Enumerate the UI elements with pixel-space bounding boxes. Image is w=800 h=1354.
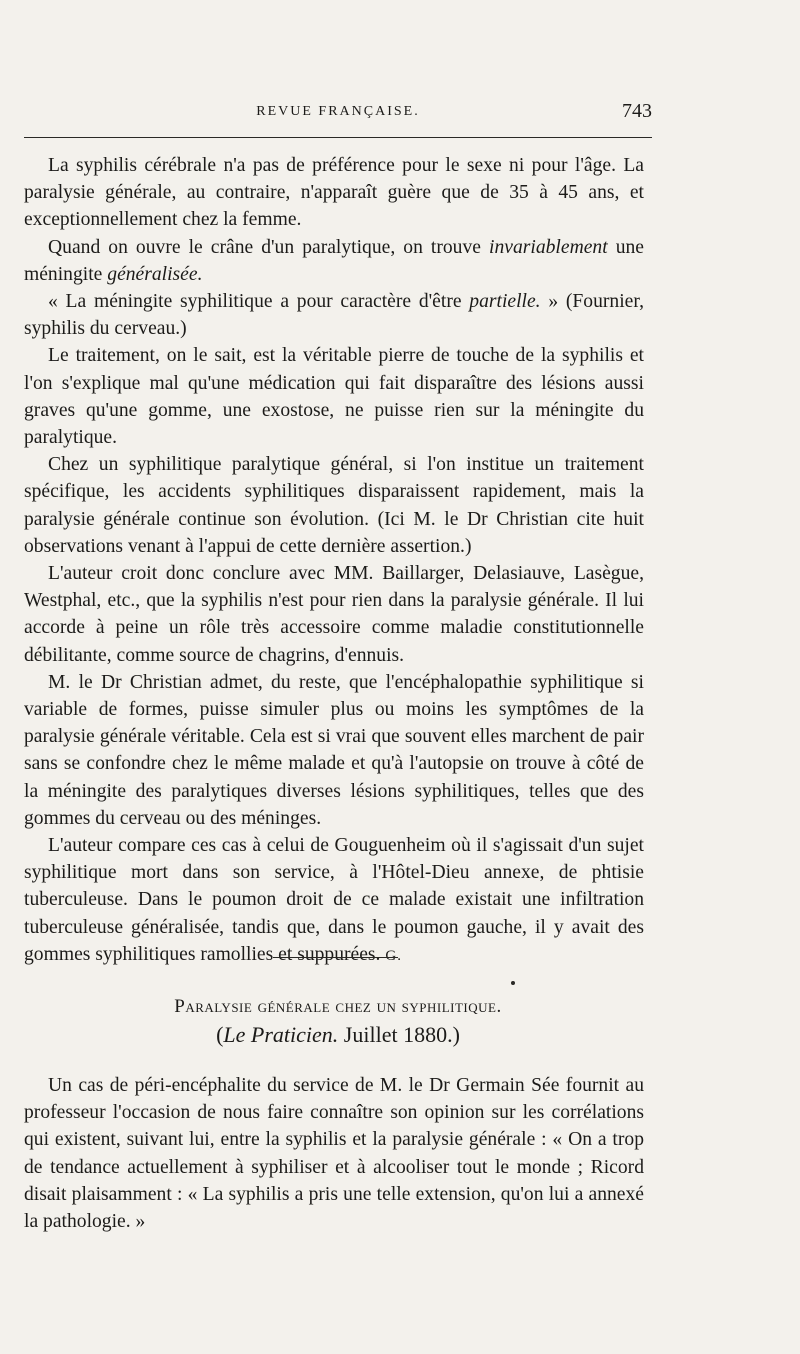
paragraph: Un cas de péri-encéphalite du service de M. le Dr Germain Sée fournit au professeur l'occasion de nous faire connaître son opinion sur les corrélations qui existent, suivant lui, entre la syphilis et la paralysie générale : « On a trop de tendance actuellement à syphiliser et à alcooliser tout le monde ; Ricord disait plaisamment : « La syphilis a pris une telle extension, qu'on lui a annexé la pathologie. » <box>24 1075 644 1233</box>
source-journal: Le Praticien. <box>223 1022 339 1047</box>
paragraph <box>24 288 644 342</box>
text-run: » (Fournier, syphilis du cerveau.) <box>24 291 644 340</box>
section-source <box>24 1022 652 1048</box>
article-body <box>24 152 644 970</box>
page-number: 743 <box>622 100 652 122</box>
paragraph: Le traitement, on le sait, est la véritable pierre de touche de la syphilis et l'on s'explique mal qu'une médication qui fait disparaître des lésions aussi graves qu'une gomme, une exostose, ne puisse rien sur la méningite du paralytique. <box>24 345 644 449</box>
author-signature: G. <box>385 947 402 964</box>
paragraph: L'auteur croit donc conclure avec MM. Baillarger, Delasiauve, Lasègue, Westphal, etc., que la syphilis n'est pour rien dans la paralysie générale. Il lui accorde à peine un rôle très accessoire comme maladie constitutionnelle débilitante, comme source de chagrins, d'ennuis. <box>24 563 644 666</box>
running-title: REVUE FRANÇAISE. <box>256 104 420 119</box>
section-title: Paralysie générale chez un syphilitique. <box>174 996 502 1017</box>
paragraph: Chez un syphilitique paralytique général, si l'on institue un traitement spécifique, les accidents syphilitiques disparaissent rapidement, mais la paralysie générale continue son évolution. (Ici M. le Dr Christian cite huit observations venant à l'appui de cette dernière assertion.) <box>24 454 644 557</box>
paragraph <box>24 234 644 288</box>
paragraph: M. le Dr Christian admet, du reste, que l'encéphalopathie syphilitique si variable de formes, puisse simuler plus ou moins les symptômes de la paralysie générale véritable. Cela est si vrai que souvent elles marchent de pair sans se confondre chez le même malade et qu'à l'autopsie on trouve à côté de la méningite des paralytiques diverses lésions syphilitiques, telles que des gommes du cerveau ou des méninges. <box>24 671 644 829</box>
emphasis: partielle. <box>469 291 541 313</box>
paragraph: La syphilis cérébrale n'a pas de préférence pour le sexe ni pour l'âge. La paralysie générale, au contraire, n'apparaît guère que de 35 à 45 ans, et exceptionnellement chez la femme. <box>24 155 644 231</box>
paragraph <box>24 832 644 970</box>
text-run: Quand on ouvre le crâne d'un paralytique, on trouve <box>48 236 490 258</box>
header-rule <box>24 137 652 138</box>
section-body <box>24 1072 644 1235</box>
emphasis: généralisée. <box>107 263 203 285</box>
text-run: « La méningite syphilitique a pour caractère d'être <box>48 291 470 313</box>
section-divider <box>273 957 398 958</box>
text-run: L'auteur compare ces cas à celui de Gouguenheim où il s'agissait d'un sujet syphilitique mort dans son service, à l'Hôtel-Dieu annexe, de phtisie tuberculeuse. Dans le poumon droit de ce malade existait une infiltration tuberculeuse généralisée, tandis que, dans le poumon gauche, il y avait des gommes syphilitiques ramollies et suppurées. <box>24 835 644 965</box>
text-run: une méningite <box>24 236 644 285</box>
source-paren: ( <box>216 1022 224 1047</box>
emphasis: invariablement <box>489 236 608 258</box>
running-head <box>24 100 652 128</box>
source-date: Juillet 1880.) <box>338 1022 460 1047</box>
ink-dot <box>511 981 515 985</box>
